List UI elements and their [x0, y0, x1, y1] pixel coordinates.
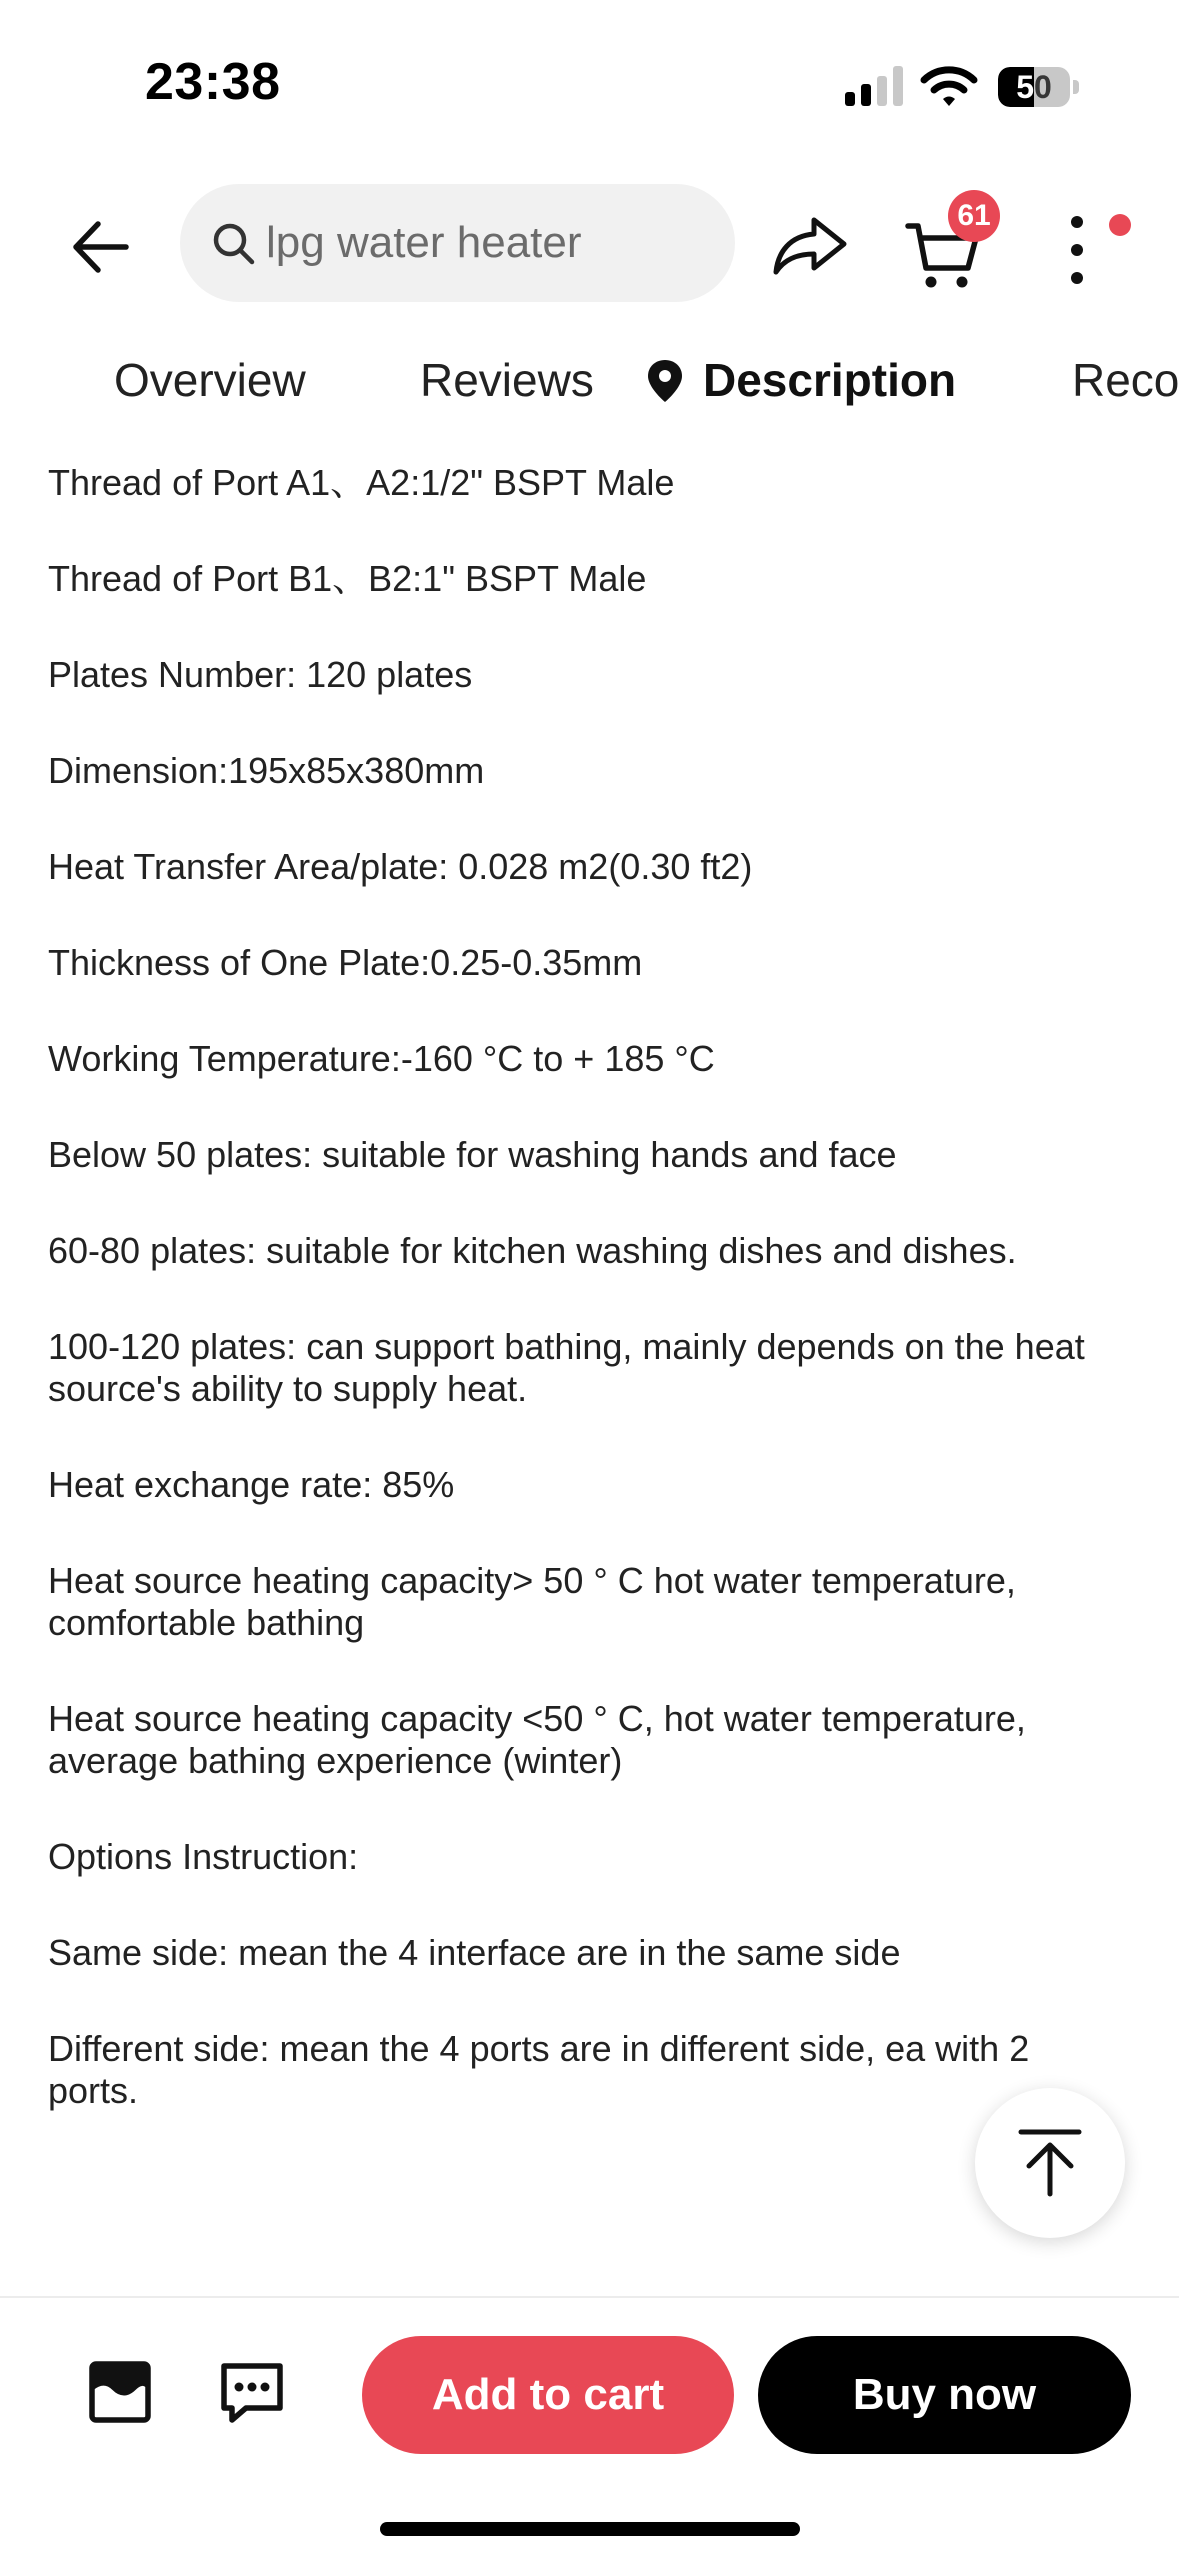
more-vertical-icon: [1067, 210, 1087, 290]
section-tabs: [0, 320, 1179, 450]
header: [0, 170, 1179, 320]
more-options-button[interactable]: [1050, 198, 1140, 298]
share-icon[interactable]: [770, 210, 850, 280]
description-paragraph: Working Temperature:-160 °C to + 185 °C: [48, 1038, 715, 1079]
cart-button[interactable]: [900, 190, 1010, 300]
chat-icon[interactable]: [218, 2360, 286, 2426]
back-arrow-icon[interactable]: [66, 212, 136, 282]
status-bar: [0, 0, 1179, 170]
description-content: [48, 462, 1143, 2292]
description-paragraph: Different side: mean the 4 ports are in different side, ea with 2 ports.: [48, 2028, 1030, 2111]
search-icon: [212, 222, 256, 266]
description-paragraph: Dimension:195x85x380mm: [48, 750, 485, 791]
tab-description[interactable]: Description: [703, 354, 957, 406]
tab-recommended[interactable]: Reco: [1072, 354, 1179, 406]
arrow-to-top-icon: [1017, 2128, 1083, 2198]
back-to-top-button[interactable]: [975, 2088, 1125, 2238]
buy-now-button[interactable]: Buy now: [758, 2336, 1131, 2454]
search-query: lpg water heater: [266, 218, 582, 267]
description-paragraph: Heat Transfer Area/plate: 0.028 m2(0.30 ft2): [48, 846, 753, 887]
description-paragraph: Thread of Port B1、B2:1" BSPT Male: [48, 558, 647, 599]
tab-reviews[interactable]: Reviews: [420, 354, 594, 406]
store-icon[interactable]: [88, 2360, 152, 2424]
description-paragraph: Heat source heating capacity> 50 ° C hot water temperature, comfortable bathing: [48, 1560, 1016, 1643]
battery-level: 50: [1016, 69, 1052, 105]
battery-cap: [1073, 80, 1079, 94]
battery-indicator: [998, 67, 1080, 107]
home-indicator: [380, 2522, 800, 2536]
description-paragraph: Plates Number: 120 plates: [48, 654, 473, 695]
cart-count-badge: 61: [948, 190, 1000, 242]
wifi-icon: [920, 64, 978, 108]
status-time: 23:38: [145, 53, 281, 111]
search-input[interactable]: [180, 184, 735, 302]
description-paragraph: Thickness of One Plate:0.25-0.35mm: [48, 942, 643, 983]
description-paragraph: Below 50 plates: suitable for washing hands and face: [48, 1134, 897, 1175]
bottom-action-bar: [0, 2296, 1179, 2558]
add-to-cart-button[interactable]: Add to cart: [362, 2336, 734, 2454]
notification-dot: [1109, 214, 1131, 236]
description-paragraph: Heat exchange rate: 85%: [48, 1464, 455, 1505]
tab-overview[interactable]: Overview: [114, 354, 306, 406]
battery-body: [998, 67, 1070, 107]
cellular-signal-icon: [845, 66, 905, 106]
location-pin-icon: [646, 358, 684, 404]
description-paragraph: Options Instruction:: [48, 1836, 359, 1877]
description-paragraph: Thread of Port A1、A2:1/2" BSPT Male: [48, 462, 675, 503]
description-paragraph: Same side: mean the 4 interface are in the same side: [48, 1932, 901, 1973]
description-paragraph: Heat source heating capacity <50 ° C, hot water temperature, average bathing experience (winter): [48, 1698, 1026, 1781]
description-paragraph: 100-120 plates: can support bathing, mainly depends on the heat source's ability to supply heat.: [48, 1326, 1085, 1409]
description-paragraph: 60-80 plates: suitable for kitchen washing dishes and dishes.: [48, 1230, 1017, 1271]
